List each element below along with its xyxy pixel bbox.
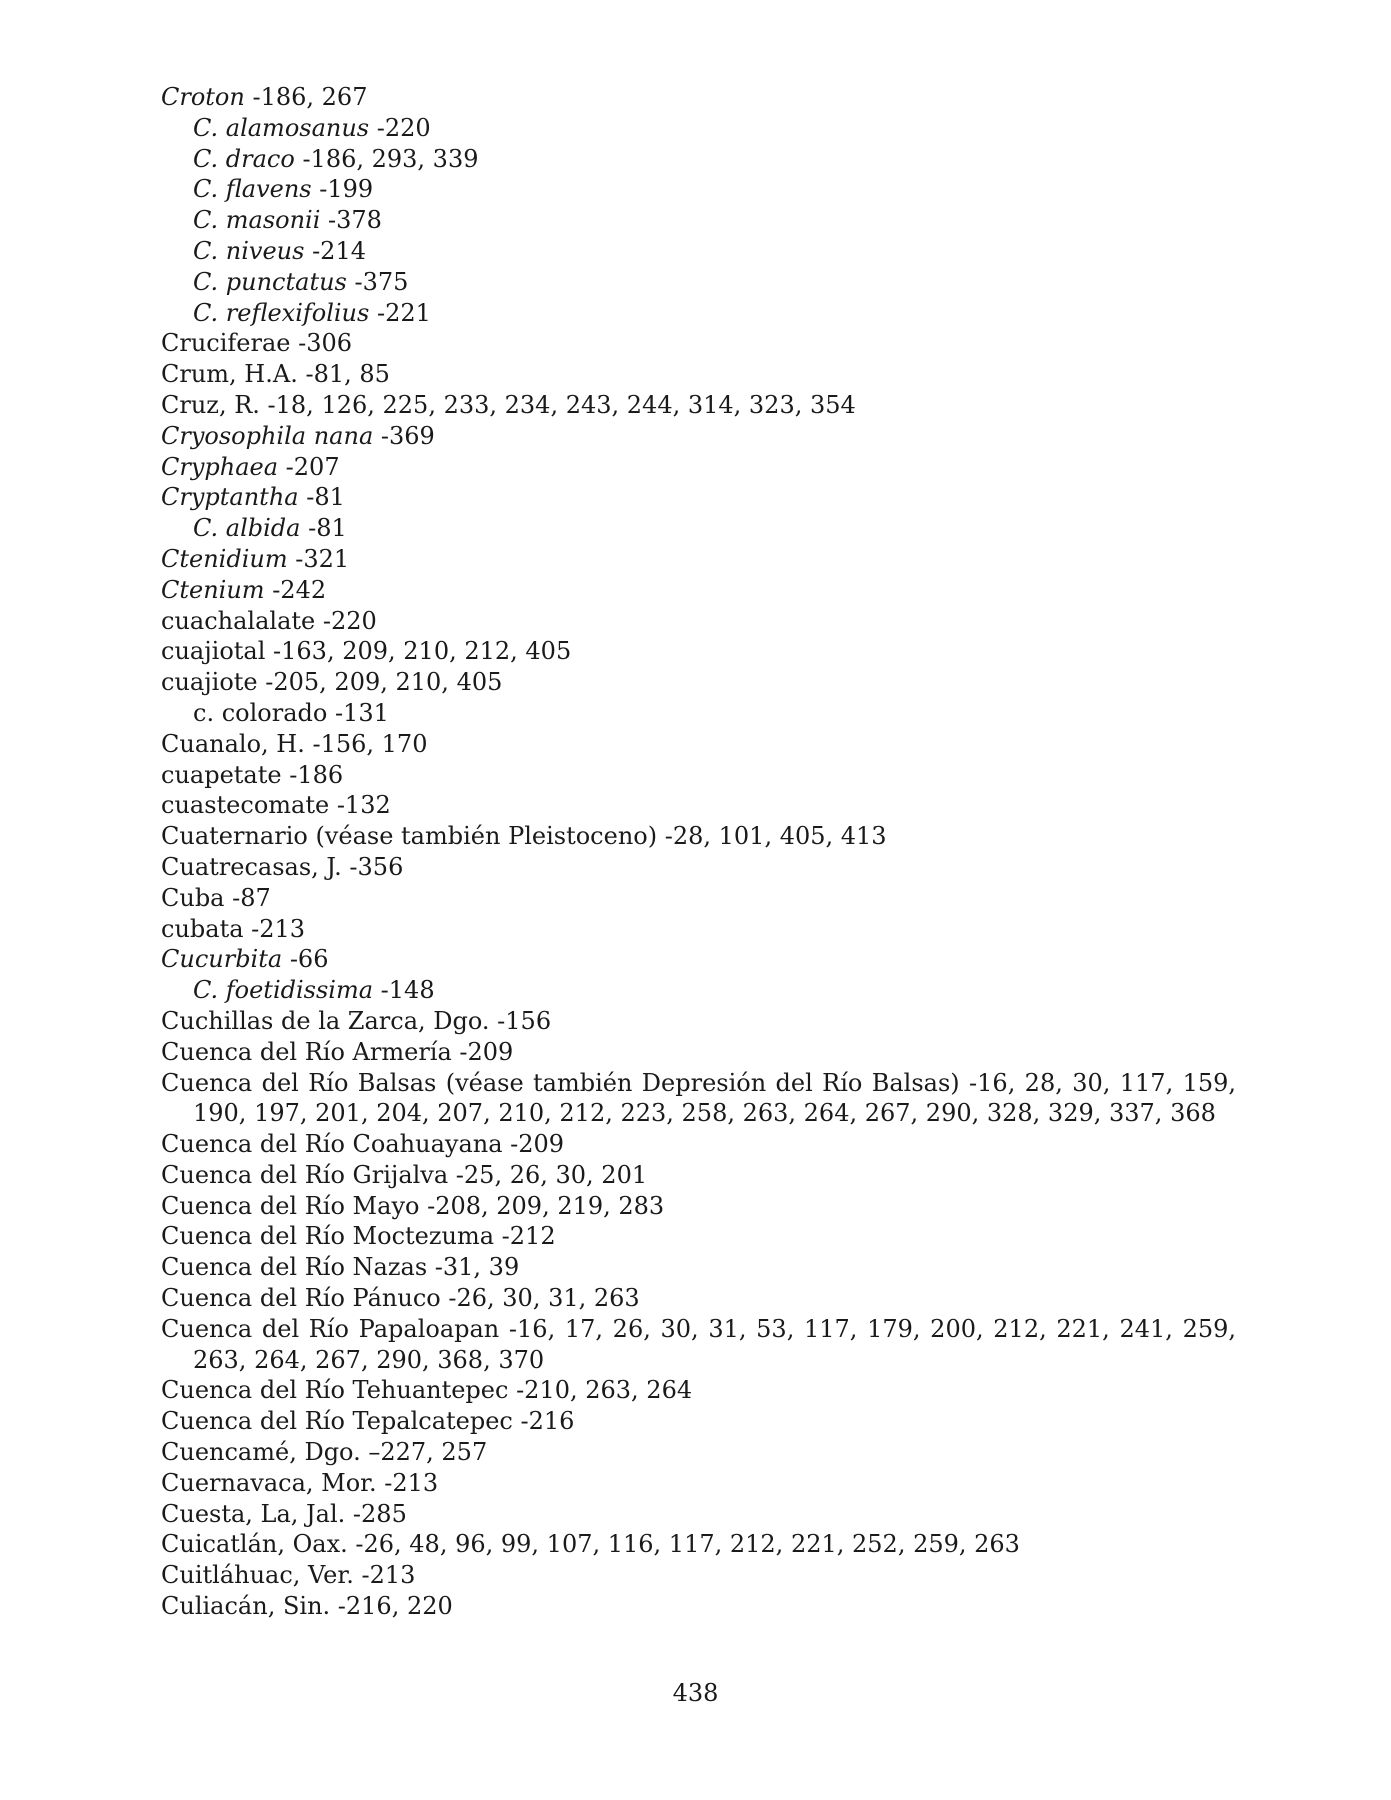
index-entry (161, 821, 1236, 852)
entry-term: Cryphaea (161, 452, 279, 481)
index-entry (161, 1499, 1236, 1530)
index-entry (161, 883, 1236, 914)
index-entry (161, 328, 1236, 359)
entry-page-refs: -26, 30, 31, 263 (440, 1284, 640, 1313)
entry-term: Cuenca del Río Coahuayana (161, 1130, 503, 1159)
index-subentry (161, 174, 1236, 205)
index-entry (161, 1191, 1236, 1222)
index-entry (161, 1283, 1236, 1314)
entry-page-refs: -31, 39 (427, 1253, 520, 1282)
entry-term: Croton (161, 83, 245, 111)
entry-term: c. colorado (193, 698, 328, 727)
entry-term: cuastecomate (161, 791, 330, 820)
entry-page-refs: -199 (311, 175, 374, 204)
entry-page-refs: -375 (346, 267, 409, 296)
entry-term: Cuchillas de la Zarca, Dgo. (161, 1006, 490, 1035)
entry-term: C. foetidissima (193, 976, 374, 1005)
entry-term: Cuenca del Río Papaloapan (161, 1314, 500, 1343)
entry-page-refs: -356 (341, 852, 404, 881)
entry-term: cubata (161, 914, 244, 943)
entry-page-refs: -156, 170 (304, 729, 428, 758)
entry-page-refs: -220 (369, 113, 431, 142)
index-entry (161, 544, 1236, 575)
entry-page-refs: -221 (369, 298, 431, 327)
entry-page-refs: -156 (489, 1006, 552, 1035)
entry-term: C. masonii (193, 206, 321, 235)
entry-page-refs: -131 (327, 698, 389, 727)
entry-term: cuajiote (161, 668, 258, 697)
entry-term: Crum, H.A. (161, 360, 298, 389)
entry-term: Cuenca del Río Balsas (véase también Depresión del Río Balsas) (161, 1068, 960, 1097)
entry-page-refs: –227, 257 (360, 1438, 488, 1467)
index-entry (161, 729, 1236, 760)
entry-term: Cuenca del Río Moctezuma (161, 1222, 495, 1251)
entry-page-refs: -16, 28, 30, 117, 159, 190, 197, 201, 204, 207, 210, 212, 223, 258, 263, 264, 267, 290, 328, 329, 337, 368 (193, 1068, 1237, 1128)
entry-page-refs: -186, 267 (244, 83, 368, 111)
entry-term: C. niveus (193, 236, 305, 265)
entry-page-refs: -81 (298, 483, 345, 512)
entry-page-refs: -213 (376, 1468, 439, 1497)
entry-page-refs: -132 (329, 791, 391, 820)
entry-page-refs: -186 (281, 760, 344, 789)
entry-term: Culiacán, Sin. (161, 1592, 331, 1621)
entry-term: C. punctatus (193, 267, 347, 296)
entry-page-refs: -306 (290, 329, 353, 358)
index-entry (161, 1006, 1236, 1037)
entry-page-refs: -18, 126, 225, 233, 234, 243, 244, 314, 323, 354 (259, 390, 856, 419)
entry-term: Cuenca del Río Tepalcatepec (161, 1407, 513, 1436)
entry-term: Ctenium (161, 575, 265, 604)
entry-term: Ctenidium (161, 544, 288, 573)
index-entry (161, 852, 1236, 883)
index-subentry (161, 113, 1236, 144)
entry-page-refs: -148 (373, 976, 435, 1005)
entry-term: Cuatrecasas, J. (161, 852, 342, 881)
entry-term: Cryptantha (161, 483, 299, 512)
entry-page-refs: -321 (287, 544, 350, 573)
entry-page-refs: -285 (345, 1499, 407, 1528)
index-subentry (161, 298, 1236, 329)
index-subentry (161, 236, 1236, 267)
entry-term: Cruz, R. (161, 390, 260, 419)
entry-term: Cuenca del Río Tehuantepec (161, 1376, 509, 1405)
index-entry (161, 575, 1236, 606)
index-entry (161, 1037, 1236, 1068)
entry-page-refs: -220 (315, 606, 377, 635)
entry-term: cuapetate (161, 760, 282, 789)
entry-term: C. flavens (193, 175, 312, 204)
entry-page-refs: -25, 26, 30, 201 (448, 1160, 648, 1189)
entry-page-refs: -213 (353, 1561, 416, 1590)
index-entry (161, 359, 1236, 390)
index-entry (161, 1375, 1236, 1406)
entry-page-refs: -163, 209, 210, 212, 405 (265, 637, 572, 666)
entry-page-refs: -16, 17, 26, 30, 31, 53, 117, 179, 200, 212, 221, 241, 259, 263, 264, 267, 290, 368, 370 (193, 1314, 1237, 1374)
entry-term: Cuanalo, H. (161, 729, 305, 758)
entry-page-refs: -378 (320, 206, 382, 235)
entry-page-refs: -216, 220 (330, 1592, 453, 1621)
entry-term: C. draco (193, 144, 295, 173)
entry-term: C. reflexifolius (193, 298, 370, 327)
index-entry (161, 390, 1236, 421)
index-entry (161, 944, 1236, 975)
entry-page-refs: -26, 48, 96, 99, 107, 116, 117, 212, 221, 252, 259, 263 (347, 1530, 1020, 1559)
entry-term: C. albida (193, 514, 301, 543)
index-entry (161, 1529, 1236, 1560)
index-entry (161, 1252, 1236, 1283)
entry-term: Cuitláhuac, Ver. (161, 1561, 354, 1590)
index-entry (161, 1160, 1236, 1191)
entry-term: Cuesta, La, Jal. (161, 1499, 346, 1528)
entry-page-refs: -212 (494, 1222, 556, 1251)
index-subentry (161, 205, 1236, 236)
index-entry (161, 914, 1236, 945)
entry-term: Cucurbita (161, 945, 283, 974)
entry-term: Cryosophila nana (161, 421, 374, 450)
index-entry (161, 790, 1236, 821)
index-entry (161, 760, 1236, 791)
index-entry (161, 667, 1236, 698)
entry-term: Cuicatlán, Oax. (161, 1530, 348, 1559)
entry-page-refs: -216 (512, 1407, 575, 1436)
entry-page-refs: -81 (300, 514, 347, 543)
entry-term: Cuenca del Río Pánuco (161, 1284, 441, 1313)
index-entry (161, 82, 1236, 113)
index-entry (161, 1314, 1236, 1376)
entry-term: Cuencamé, Dgo. (161, 1438, 361, 1467)
entry-page-refs: -209 (451, 1037, 514, 1066)
entry-term: Cuenca del Río Grijalva (161, 1160, 449, 1189)
entry-page-refs: -66 (282, 945, 329, 974)
index-entry (161, 1437, 1236, 1468)
entry-page-refs: -242 (264, 575, 327, 604)
index-entry (161, 1068, 1236, 1130)
entry-term: Cuba (161, 883, 225, 912)
entry-page-refs: -81, 85 (297, 360, 390, 389)
index-entry (161, 1406, 1236, 1437)
index-entry (161, 636, 1236, 667)
entry-term: Cuenca del Río Mayo (161, 1191, 420, 1220)
index-entry (161, 1468, 1236, 1499)
index-entry (161, 452, 1236, 483)
entry-term: Cuaternario (véase también Pleistoceno) (161, 822, 658, 851)
entry-page-refs: -186, 293, 339 (294, 144, 479, 173)
index-entry (161, 606, 1236, 637)
index-subentry (161, 513, 1236, 544)
entry-term: Cruciferae (161, 329, 291, 358)
entry-page-refs: -87 (224, 883, 271, 912)
index-entry (161, 1560, 1236, 1591)
index-entry (161, 1129, 1236, 1160)
entry-page-refs: -205, 209, 210, 405 (257, 668, 503, 697)
entry-term: cuajiotal (161, 637, 266, 666)
index-entry (161, 1221, 1236, 1252)
entry-page-refs: -214 (304, 236, 366, 265)
entry-page-refs: -213 (243, 914, 306, 943)
entry-term: Cuenca del Río Nazas (161, 1253, 428, 1282)
entry-page-refs: -369 (373, 421, 435, 450)
index-subentry (161, 144, 1236, 175)
entry-page-refs: -207 (278, 452, 340, 481)
page-number: 438 (672, 1679, 719, 1707)
index-subentry (161, 975, 1236, 1006)
entry-term: Cuernavaca, Mor. (161, 1468, 377, 1497)
index-list (161, 82, 1236, 1622)
index-entry (161, 482, 1236, 513)
index-subentry (161, 267, 1236, 298)
entry-page-refs: -210, 263, 264 (508, 1376, 693, 1405)
index-subentry (161, 698, 1236, 729)
index-entry (161, 1591, 1236, 1622)
entry-term: C. alamosanus (193, 113, 370, 142)
entry-page-refs: -28, 101, 405, 413 (657, 822, 887, 851)
entry-page-refs: -208, 209, 219, 283 (419, 1191, 665, 1220)
entry-term: Cuenca del Río Armería (161, 1037, 452, 1066)
index-entry (161, 421, 1236, 452)
entry-page-refs: -209 (502, 1130, 565, 1159)
entry-term: cuachalalate (161, 606, 316, 635)
